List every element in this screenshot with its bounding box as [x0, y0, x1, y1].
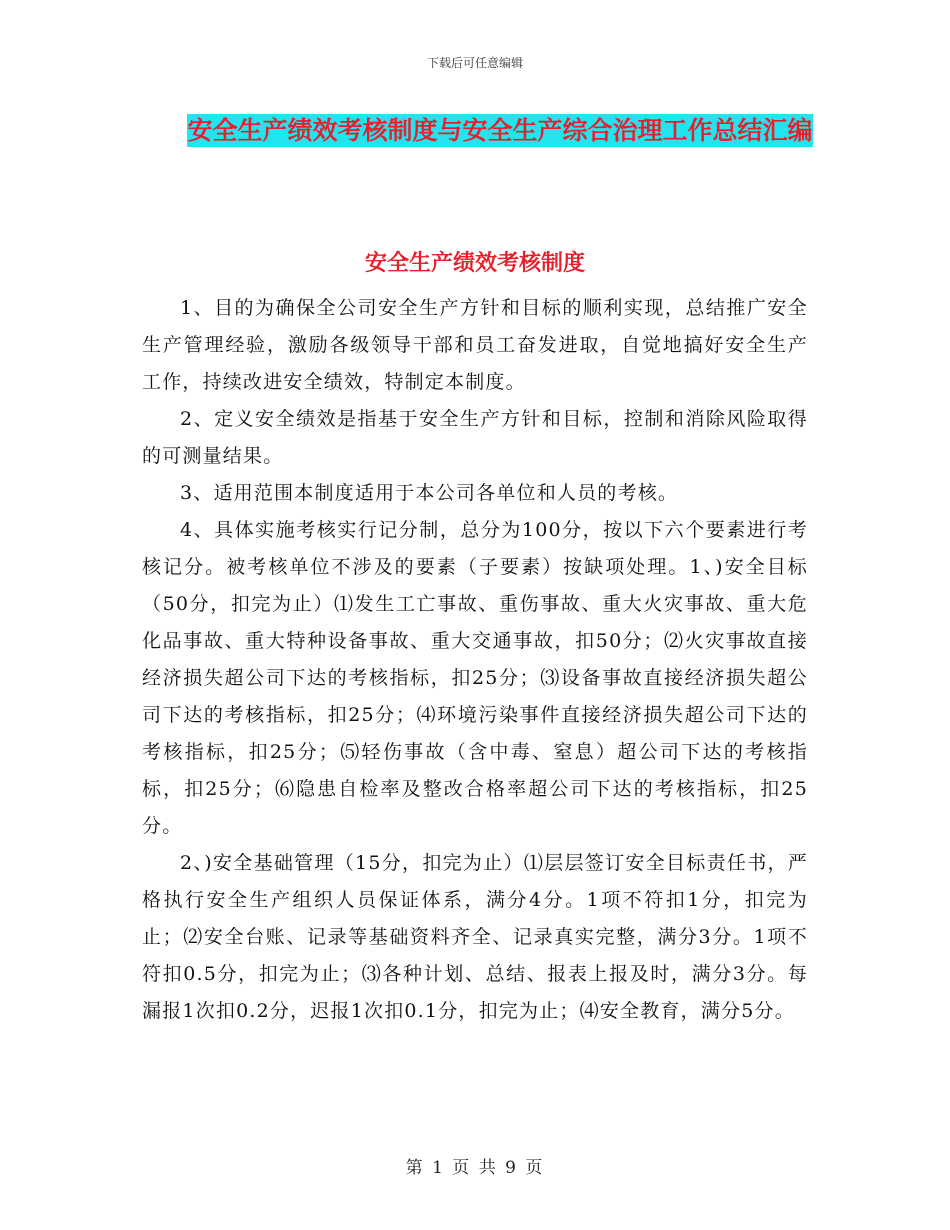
paragraph-definition: 2、定义安全绩效是指基于安全生产方针和目标，控制和消除风险取得的可测量结果。	[142, 408, 808, 467]
section-heading: 安全生产绩效考核制度	[364, 251, 585, 276]
document-body	[142, 290, 808, 1030]
paragraph-scope: 3、适用范围本制度适用于本公司各单位和人员的考核。	[180, 482, 679, 504]
page-number: 第 1 页 共 9 页	[405, 1158, 545, 1178]
paragraph-implementation: 4、具体实施考核实行记分制，总分为100分，按以下六个要素进行考核记分。被考核单位不涉及的要素（子要素）按缺项处理。1、)安全目标（50分，扣完为止）⑴发生工亡事故、重伤事故、重大火灾事故、重大危化品事故、重大特种设备事故、重大交通事故，扣50分；⑵火灾事故直接经济损失超公司下达的考核指标，扣25分；⑶设备事故直接经济损失超公司下达的考核指标，扣25分；⑷环境污染事件直接经济损失超公司下达的考核指标，扣25分；⑸轻伤事故（含中毒、窒息）超公司下达的考核指标，扣25分；⑹隐患自检率及整改合格率超公司下达的考核指标，扣25分。	[142, 519, 808, 837]
header-note: 下载后可任意编辑	[426, 56, 523, 70]
document-title-text: 安全生产绩效考核制度与安全生产综合治理工作总结汇编	[187, 116, 813, 145]
document-title	[150, 108, 850, 154]
paragraph-purpose: 1、目的为确保全公司安全生产方针和目标的顺利实现，总结推广安全生产管理经验，激励各级领导干部和员工奋发进取，自觉地搞好安全生产工作，持续改进安全绩效，特制定本制度。	[142, 297, 808, 393]
paragraph-safety-management: 2、)安全基础管理（15分，扣完为止）⑴层层签订安全目标责任书，严格执行安全生产组织人员保证体系，满分4分。1项不符扣1分，扣完为止；⑵安全台账、记录等基础资料齐全、记录真实完整，满分3分。1项不符扣0.5分，扣完为止；⑶各种计划、总结、报表上报及时，满分3分。每漏报1次扣0.2分，迟报1次扣0.1分，扣完为止；⑷安全教育，满分5分。	[142, 852, 808, 1022]
